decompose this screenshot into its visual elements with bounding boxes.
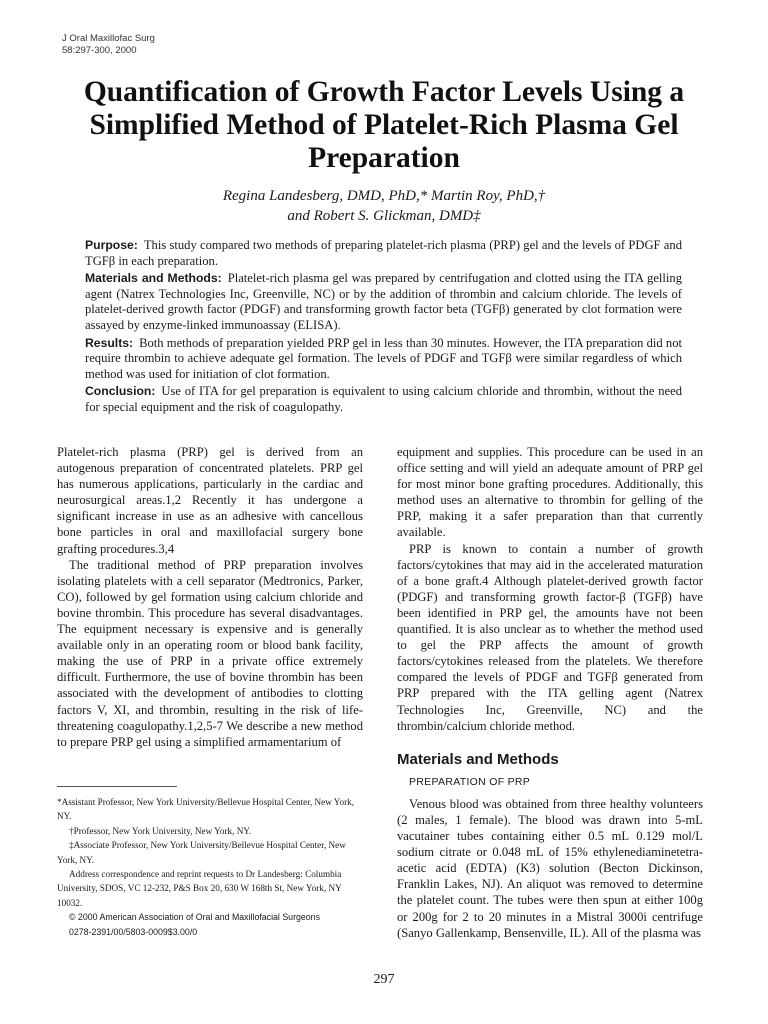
subsection-heading: PREPARATION OF PRP	[409, 775, 531, 788]
journal-citation	[62, 33, 155, 57]
footnotes	[57, 795, 363, 939]
footnote: †Professor, New York University, New York, NY.	[69, 825, 252, 836]
body-paragraph: Platelet-rich plasma (PRP) gel is derived from an autogenous preparation of concentrated platelets. PRP gel has numerous applications, particularly in the cardiac and neurosurgical areas.1,2 Recently it has undergone a significant increase in use as an adhesive with cancellous bone particles in oral and maxillofacial surgery bone grafting procedures.3,4	[57, 445, 363, 556]
authors-line-1: Regina Landesberg, DMD, PhD,* Martin Roy, PhD,†	[222, 188, 546, 204]
article-title: Quantification of Growth Factor Levels Using a Simplified Method of Platelet-Rich Plasma Gel Preparation	[83, 76, 685, 174]
abstract-text: This study compared two methods of preparing platelet-rich plasma (PRP) gel and the levels of PDGF and TGFβ in each preparation.	[85, 238, 682, 268]
footnote: ‡Associate Professor, New York University/Bellevue Hospital Center, New York, NY.	[57, 840, 346, 865]
abstract-text: Both methods of preparation yielded PRP gel in less than 30 minutes. However, the ITA preparation did not require thrombin to achieve adequate gel formation. The levels of PDGF and TGFβ were similar regardless of which method was used for initiation of clot formation.	[85, 335, 682, 381]
body-paragraph: PRP is known to contain a number of growth factors/cytokines that may aid in the accelerated maturation of a bone graft.4 Although platelet-derived growth factor (PDGF) and transforming growth factor-β (TGFβ) have been identified in PRP gel, the amounts have not been quantified. It is also unclear as to whether the method used to gel the PRP affects the amount of growth factors/cytokines released from the platelets. We therefore compared the levels of PDGF and TGFβ generated from PRP prepared with the ITA gelling agent (Natrex Technologies Inc, Greenville, NC) and the thrombin/calcium chloride method.	[397, 541, 703, 733]
abstract-conclusion	[85, 384, 682, 415]
abstract-label: Results:	[85, 335, 134, 350]
author-list	[60, 186, 708, 226]
abstract-label: Conclusion:	[85, 384, 156, 399]
abstract-text: Platelet-rich plasma gel was prepared by centrifugation and clotted using the ITA gelling agent (Natrex Technologies Inc, Greenville, NC) or by the addition of thrombin and calcium chloride. The levels of platelet-derived growth factor (PDGF) and transforming growth factor beta (TGFβ) generated by clot formation were assayed by enzyme-linked immunoassay (ELISA).	[85, 271, 682, 332]
section-heading: Materials and Methods	[397, 750, 559, 768]
abstract-text: Use of ITA for gel preparation is equivalent to using calcium chloride and thrombin, without the need for special equipment and the risk of coagulopathy.	[85, 384, 682, 414]
abstract	[85, 238, 682, 418]
footnote-divider	[57, 786, 177, 787]
footnote: *Assistant Professor, New York University/Bellevue Hospital Center, New York, NY.	[57, 797, 355, 822]
issn-code: 0278-2391/00/5803-0009$3.00/0	[69, 926, 198, 937]
abstract-purpose	[85, 238, 682, 269]
abstract-methods	[85, 271, 682, 333]
body-column-left	[57, 444, 363, 750]
footnote: Address correspondence and reprint requests to Dr Landesberg: Columbia University, SDOS, VC 12-232, P&S Box 20, 630 W 168th St, New York, NY 10032.	[57, 869, 342, 908]
journal-volume: 58:297-300, 2000	[62, 45, 137, 56]
body-paragraph: equipment and supplies. This procedure can be used in an office setting and will yield an adequate amount of PRP gel for most minor bone grafting procedures. Additionally, this method uses an alternative to thrombin for gelling of the PRP, making it a safer preparation than that currently available.	[397, 445, 703, 540]
body-paragraph: Venous blood was obtained from three healthy volunteers (2 males, 1 female). The blood was drawn into 5-mL vacutainer tubes containing either 0.5 mL 0.129 mol/L sodium citrate or 0.048 mL of 15% ethylenediaminetetra-acetic acid (EDTA) (K3) solution (Becton Dickinson, Franklin Lakes, NJ). An aliquot was removed to determine the platelet count. The tubes were then spun at either 100g or 200g for 2 to 20 minutes in a Mistral 3000i centrifuge (Sanyo Gallenkamp, Bensenville, IL). All of the plasma was	[397, 796, 703, 940]
journal-name: J Oral Maxillofac Surg	[62, 33, 155, 44]
body-column-right	[397, 444, 703, 941]
copyright-notice: © 2000 American Association of Oral and Maxillofacial Surgeons	[69, 912, 320, 923]
abstract-label: Materials and Methods:	[85, 271, 222, 286]
body-paragraph: The traditional method of PRP preparation involves isolating platelets with a cell separator (Medtronics, Parker, CO), followed by gel formation using calcium chloride and bovine thrombin. This procedure has several disadvantages. The equipment necessary is expensive and is generally available only in an operating room or blood bank facility, making the use of PRP in a private office extremely difficult. Furthermore, the use of bovine thrombin has been associated with the development of antibodies to clotting factors V, XI, and thrombin, resulting in the risk of life-threatening coagulopathy.1,2,5-7 We describe a new method to prepare PRP gel using a simplified armamentarium of	[57, 557, 363, 749]
page-number: 297	[373, 972, 395, 987]
authors-line-2: and Robert S. Glickman, DMD‡	[287, 208, 481, 224]
abstract-label: Purpose:	[85, 238, 138, 252]
abstract-results	[85, 336, 682, 383]
